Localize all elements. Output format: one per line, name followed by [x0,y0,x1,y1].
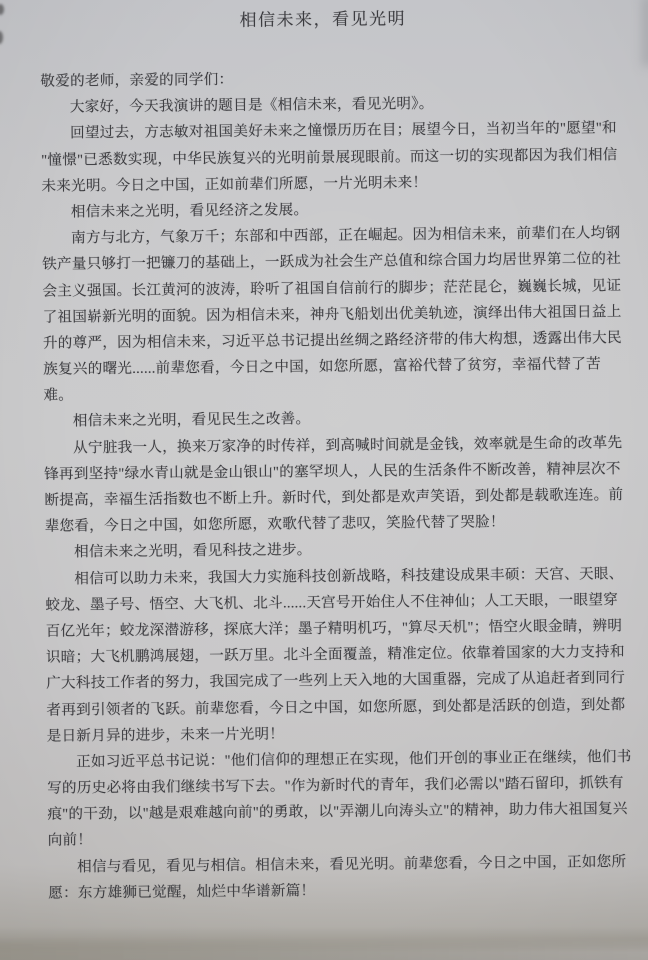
text-line: "憧憬"已悉数实现，中华民族复兴的光明前景展现眼前。而这一切的实现都因为我们相信 [41,146,618,169]
text-line: 正如习近平总书记说："他们信仰的理想正在实现，他们开创的事业正在继续，他们书 [76,748,632,771]
text-line: 相信未来之光明，看见民生之改善。 [72,411,311,430]
text-line: 了祖国崭新光明的面貌。因为相信未来，神舟飞船划出优美轨迹，演绎出伟大祖国日益上 [42,303,622,326]
text-line: 回望过去，方志敏对祖国美好未来之憧憬历历在目；展望今日，当初当年的"愿望"和 [70,120,617,142]
text-line: 痕"的干劲，以"越是艰难越向前"的勇敢，以"弄潮儿向涛头立"的精神，助力伟大祖国复兴 [47,801,628,823]
text-line: 者再到引领者的飞跃。前辈您看，今日之中国，如您所愿，到处都是活跃的创造，到处都 [46,696,626,719]
photo-edge-shade [642,0,648,66]
text-line: 锋再到坚持"绿水青山就是金山银山"的塞罕坝人，人民的生活条件不断改善，精神层次不 [44,460,621,483]
text-line: 断提高，幸福生活指数也不断上升。新时代，到处都是欢声笑语，到处都是载歌连连。前 [44,487,624,509]
text-line: 愿：东方雄狮已觉醒，灿烂中华谱新篇！ [48,882,316,902]
text-line: 铁产量只够打一把镰刀的基础上，一跃成为社会生产总值和综合国力均居世界第二位的社 [42,251,622,274]
text-line: 相信未来之光明，看见科技之进步。 [74,542,312,561]
text-line: 蛟龙、墨子号、悟空、大飞机、北斗......天宫号开始住人不住神仙；人工天眼，一眼望穿 [45,591,619,614]
essay-body [40,63,632,906]
photo-speck [0,4,4,15]
text-line: 识暗；大飞机鹏鸿展翅，一跃万里。北斗全面覆盖，精准定位。依靠着国家的大力支持和 [45,644,625,666]
text-line: 南方与北方，气象万千；东部和中西部，正在崛起。因为相信未来，前辈们在人均钢 [71,225,621,247]
text-line: 向前！ [47,832,93,850]
text-line: 从宁脏我一人，换来万家净的时传祥，到高喊时间就是金钱，效率就是生命的改革先 [73,434,623,457]
text-line: 升的尊严，因为相信未来，习近平总书记提出丝绸之路经济带的伟大构想，透露出伟大民 [42,330,622,352]
essay-title: 相信未来，看见光明 [239,9,407,30]
text-line: 大家好，今天我演讲的题目是《相信未来，看见光明》。 [69,96,434,116]
text-line: 百亿光年；蛟龙深潜游移，探底大洋；墨子精明机巧，"算尽天机"；悟空火眼金睛，辨明 [45,618,623,640]
text-line: 辈您看，今日之中国，如您所愿，欢歌代替了悲叹，笑脸代替了哭脸！ [44,514,505,535]
text-line: 是日新月异的进步，未来一片光明！ [46,726,285,745]
text-line: 相信与看见，看见与相信。相信未来，看见光明。前辈您看，今日之中国，正如您所 [77,853,627,876]
text-line: 未来光明。今日之中国，正如前辈们所愿，一片光明未来！ [41,174,428,195]
photo-speck [0,31,3,44]
essay-page [40,5,632,906]
text-line: 族复兴的曙光......前辈您看，今日之中国，如您所愿，富裕代替了贫穷，幸福代替了苦 [43,356,601,378]
text-line: 相信可以助力未来，我国大力实施科技创新战略，科技建设成果丰硕：天宫、天眼、 [74,565,624,587]
text-line: 会主义强国。长江黄河的波涛，聆听了祖国自信前行的脚步；茫茫昆仑，巍巍长城，见证 [42,277,622,300]
paper-bottom-shadow [0,938,648,960]
text-line: 写的历史必将由我们继续书写下去。"作为新时代的青年，我们必需以"踏石留印，抓铁有 [47,775,624,797]
text-line: 敬爱的老师，亲爱的同学们： [40,71,234,90]
text-line: 广大科技工作者的努力，我国完成了一些列上天入地的大国重器，完成了从追赶者到同行 [46,670,626,693]
text-line: 相信未来之光明，看见经济之发展。 [70,202,309,221]
text-line: 难。 [43,387,74,404]
